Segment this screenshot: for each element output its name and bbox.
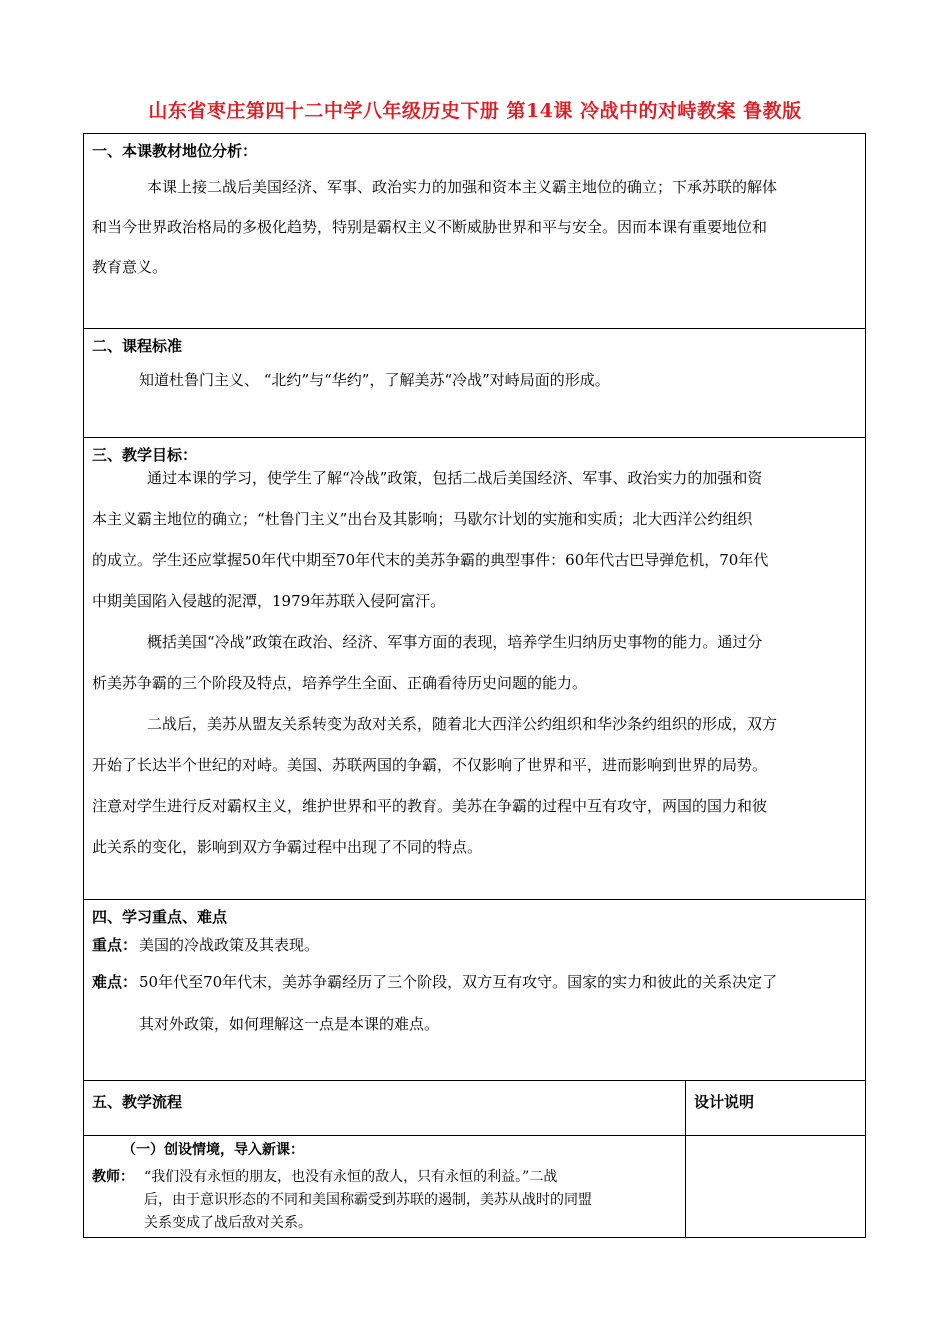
teacher-line: “我们没有永恒的朋友，也没有永恒的敌人，只有永恒的利益。”二战 <box>144 1169 558 1185</box>
paragraph-line: 的成立。学生还应掌握50年代中期至70年代末的美苏争霸的典型事件：60年代古巴导弹危机，70年代 <box>92 551 769 569</box>
difficult-point-text: 其对外政策，如何理解这一点是本课的难点。 <box>139 1015 440 1033</box>
paragraph-line: 和当今世界政治格局的多极化趋势，特别是霸权主义不断威胁世界和平与安全。因而本课有重要地位和 <box>92 218 768 236</box>
paragraph-line: 知道杜鲁门主义、 “北约”与“华约”，了解美苏“冷战”对峙局面的形成。 <box>139 371 610 389</box>
paragraph-line: 注意对学生进行反对霸权主义，维护世界和平的教育。美苏在争霸的过程中互有攻守，两国的国力和彼 <box>92 797 768 815</box>
key-point-text: 美国的冷战政策及其表现。 <box>139 936 320 954</box>
paragraph-line: 开始了长达半个世纪的对峙。美国、苏联两国的争霸，不仅影响了世界和平，进而影响到世界的局势。 <box>92 756 768 774</box>
process-content-cell <box>83 1135 686 1238</box>
section-heading: 四、学习重点、难点 <box>92 908 228 926</box>
paragraph-line: 概括美国“冷战”政策在政治、经济、军事方面的表现，培养学生归纳历史事物的能力。通过分 <box>147 633 763 651</box>
teacher-line: 关系变成了战后敌对关系。 <box>144 1215 312 1231</box>
paragraph-line: 析美苏争霸的三个阶段及特点，培养学生全面、正确看待历史问题的能力。 <box>92 674 588 692</box>
section-curriculum-standard <box>83 328 866 438</box>
section-heading: 二、课程标准 <box>92 337 183 355</box>
sub-heading: （一）创设情境，导入新课： <box>122 1142 304 1158</box>
section-material-position <box>83 133 866 329</box>
difficult-point-label: 难点： <box>92 973 138 991</box>
paragraph-line: 中期美国陷入侵越的泥潭，1979年苏联入侵阿富汗。 <box>92 592 446 610</box>
section-teaching-process <box>83 1080 686 1136</box>
paragraph-line: 本主义霸主地位的确立；“杜鲁门主义”出台及其影响；马歇尔计划的实施和实质；北大西洋公约组织 <box>92 510 753 528</box>
paragraph-line: 此关系的变化，影响到双方争霸过程中出现了不同的特点。 <box>92 838 483 856</box>
design-notes-content-cell <box>685 1135 866 1238</box>
document-title: 山东省枣庄第四十二中学八年级历史下册 第14课 冷战中的对峙教案 鲁教版 <box>148 100 802 122</box>
design-notes-heading: 设计说明 <box>694 1093 755 1111</box>
section-teaching-goals <box>83 437 866 900</box>
paragraph-line: 教育意义。 <box>92 258 168 276</box>
section-heading: 三、教学目标： <box>92 446 198 464</box>
design-notes-header-cell <box>685 1080 866 1136</box>
paragraph-line: 二战后，美苏从盟友关系转变为敌对关系，随着北大西洋公约组织和华沙条约组织的形成，双方 <box>147 715 778 733</box>
teacher-line: 后，由于意识形态的不同和美国称霸受到苏联的遏制，美苏从战时的同盟 <box>144 1192 592 1208</box>
section-heading: 一、本课教材地位分析： <box>92 142 258 160</box>
paragraph-line: 本课上接二战后美国经济、军事、政治实力的加强和资本主义霸主地位的确立；下承苏联的解体 <box>147 178 778 196</box>
key-point-label: 重点： <box>92 936 138 954</box>
difficult-point-text: 50年代至70年代末，美苏争霸经历了三个阶段，双方互有攻守。国家的实力和彼此的关系决定了 <box>139 973 778 991</box>
teacher-label: 教师： <box>92 1169 134 1185</box>
section-key-difficult-points <box>83 899 866 1081</box>
paragraph-line: 通过本课的学习，使学生了解“冷战”政策，包括二战后美国经济、军事、政治实力的加强和资 <box>147 469 763 487</box>
section-heading: 五、教学流程 <box>92 1093 183 1111</box>
